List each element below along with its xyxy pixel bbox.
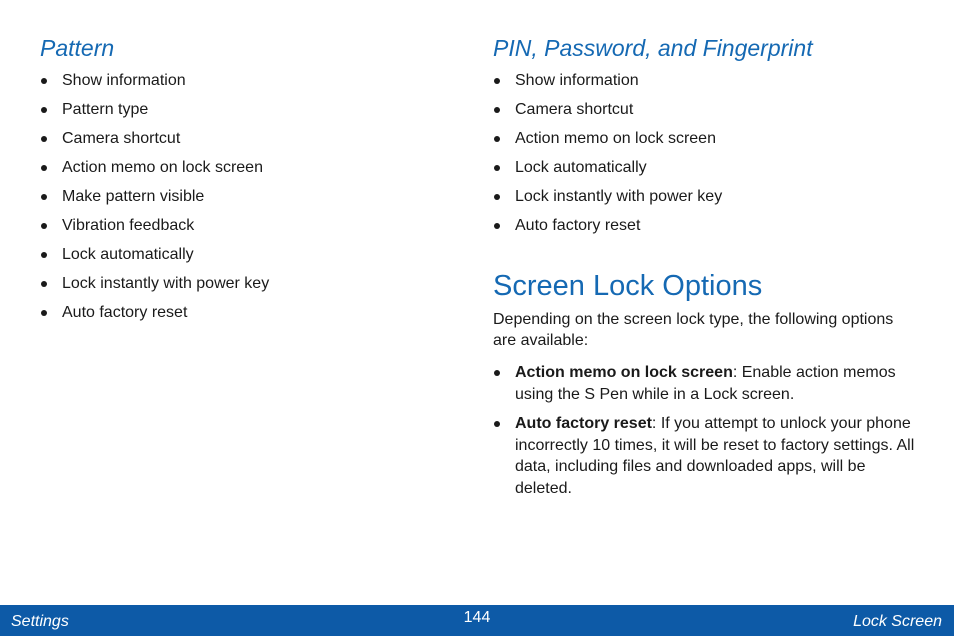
footer-bar: [0, 605, 954, 636]
intro-paragraph: Depending on the screen lock type, the following options are available:: [493, 311, 894, 349]
pattern-options-list: [40, 70, 269, 331]
list-item: Show information: [40, 70, 269, 99]
page-title: Screen Lock Options: [493, 270, 763, 302]
pin-password-heading: PIN, Password, and Fingerprint: [493, 35, 813, 61]
list-item: [493, 362, 918, 405]
page-number: 144: [463, 609, 491, 626]
option-term: Auto factory reset: [515, 415, 652, 432]
footer-chapter-label: Lock Screen: [853, 613, 942, 630]
list-item: Show information: [493, 70, 722, 99]
list-item: Action memo on lock screen: [40, 157, 269, 186]
list-item: [493, 413, 918, 499]
list-item: Pattern type: [40, 99, 269, 128]
list-item: Lock instantly with power key: [40, 273, 269, 302]
list-item: Lock automatically: [493, 157, 722, 186]
list-item: Lock automatically: [40, 244, 269, 273]
option-description: : If you attempt to unlock your phone incorrectly 10 times, it will be reset to factory settings. All data, including files and downloaded apps, will be deleted.: [515, 415, 915, 497]
screen-lock-options-list: [493, 362, 918, 507]
pattern-heading: Pattern: [40, 35, 115, 61]
option-description: : Enable action memos using the S Pen while in a Lock screen.: [515, 364, 896, 403]
list-item: Camera shortcut: [40, 128, 269, 157]
list-item: Vibration feedback: [40, 215, 269, 244]
pin-password-options-list: [493, 70, 722, 244]
list-item: Lock instantly with power key: [493, 186, 722, 215]
list-item: Action memo on lock screen: [493, 128, 722, 157]
option-term: Action memo on lock screen: [515, 364, 733, 381]
footer-section-label: Settings: [11, 613, 69, 630]
list-item: Auto factory reset: [40, 302, 269, 331]
list-item: Camera shortcut: [493, 99, 722, 128]
list-item: Make pattern visible: [40, 186, 269, 215]
list-item: Auto factory reset: [493, 215, 722, 244]
